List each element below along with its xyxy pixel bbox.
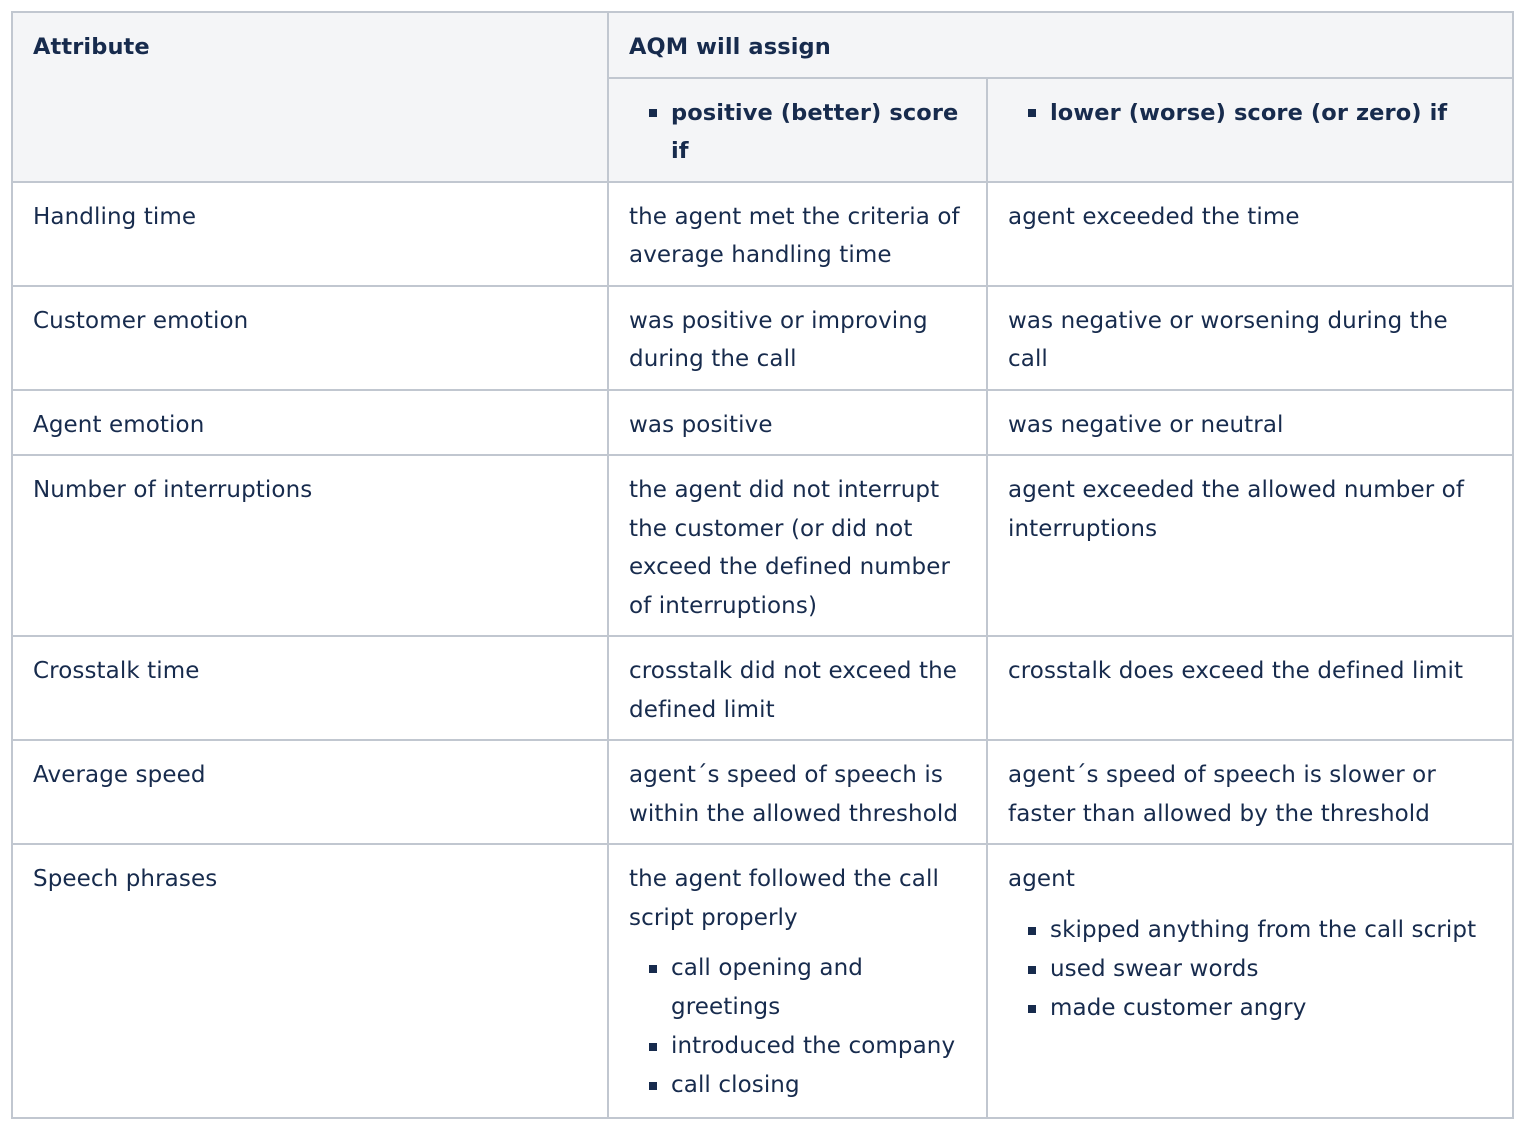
- row-attribute: Agent emotion: [12, 390, 608, 456]
- table-row: [12, 390, 1513, 456]
- row-lower: was negative or worsening during the call: [987, 286, 1513, 390]
- header-attribute: Attribute: [12, 12, 608, 182]
- header-lower-score: [987, 78, 1513, 182]
- row-positive: agent´s speed of speech is within the allowed threshold: [608, 740, 987, 844]
- row-positive-text: the agent followed the call script properly: [629, 866, 939, 931]
- row-positive: [608, 844, 987, 1118]
- header-lower-score-label: lower (worse) score (or zero) if: [1008, 94, 1494, 133]
- row-attribute: Speech phrases: [12, 844, 608, 1118]
- list-item: used swear words: [1008, 950, 1494, 989]
- row-attribute: Crosstalk time: [12, 636, 608, 740]
- scoring-table-container: [11, 11, 1514, 1119]
- row-positive: the agent met the criteria of average handling time: [608, 182, 987, 286]
- row-lower: agent exceeded the time: [987, 182, 1513, 286]
- row-lower: agent´s speed of speech is slower or faster than allowed by the threshold: [987, 740, 1513, 844]
- row-positive: the agent did not interrupt the customer (or did not exceed the defined number of interruptions): [608, 455, 987, 636]
- header-positive-score-label: positive (better) score if: [629, 94, 968, 171]
- row-positive: crosstalk did not exceed the defined limit: [608, 636, 987, 740]
- header-aqm-will-assign: AQM will assign: [608, 12, 1513, 78]
- table-row: [12, 844, 1513, 1118]
- row-lower: was negative or neutral: [987, 390, 1513, 456]
- list-item: introduced the company: [629, 1027, 968, 1066]
- table-row: [12, 740, 1513, 844]
- list-item: call opening and greetings: [629, 949, 968, 1027]
- list-item: skipped anything from the call script: [1008, 911, 1494, 950]
- row-positive: was positive or improving during the call: [608, 286, 987, 390]
- row-attribute: Handling time: [12, 182, 608, 286]
- table-row: [12, 182, 1513, 286]
- table-row: [12, 636, 1513, 740]
- row-attribute: Number of interruptions: [12, 455, 608, 636]
- positive-phrase-list: [629, 949, 968, 1105]
- row-lower-text: agent: [1008, 866, 1075, 892]
- row-attribute: Customer emotion: [12, 286, 608, 390]
- lower-phrase-list: [1008, 911, 1494, 1028]
- row-lower: [987, 844, 1513, 1118]
- row-attribute: Average speed: [12, 740, 608, 844]
- row-positive: was positive: [608, 390, 987, 456]
- table-row: [12, 286, 1513, 390]
- list-item: call closing: [629, 1066, 968, 1105]
- list-item: made customer angry: [1008, 989, 1494, 1028]
- table-row: [12, 455, 1513, 636]
- row-lower: agent exceeded the allowed number of interruptions: [987, 455, 1513, 636]
- header-positive-score: [608, 78, 987, 182]
- aqm-scoring-table: [11, 11, 1514, 1119]
- row-lower: crosstalk does exceed the defined limit: [987, 636, 1513, 740]
